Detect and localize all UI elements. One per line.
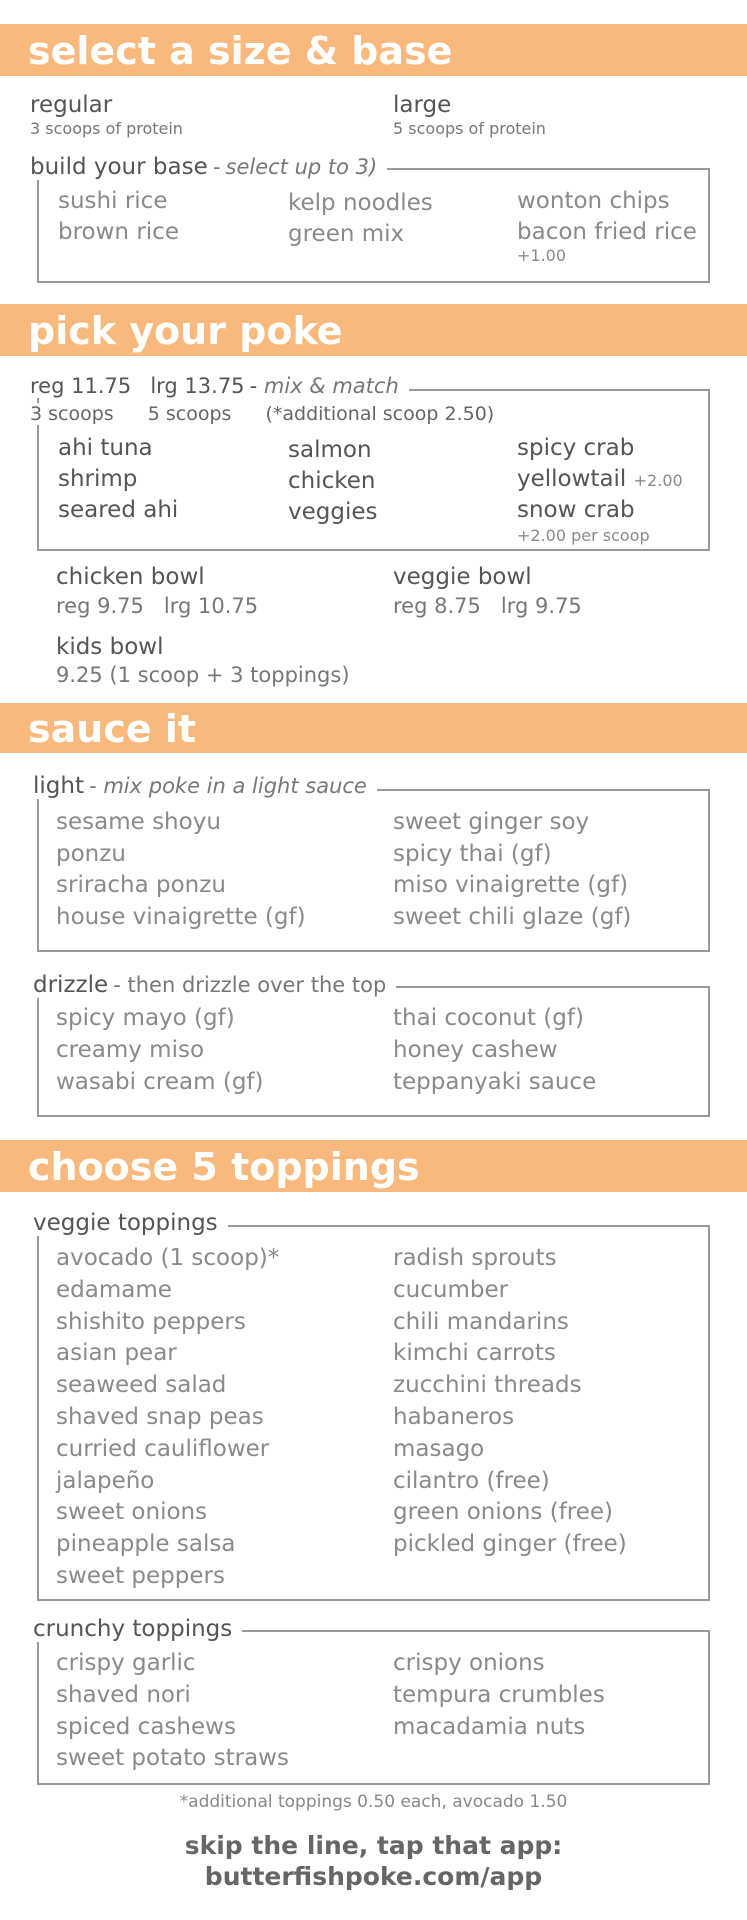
- topping-item: cilantro (free): [393, 1467, 550, 1494]
- base-note: select up to 3): [225, 155, 378, 179]
- poke-lrg-scoops: 5 scoops: [147, 403, 232, 425]
- base-label: build your base - select up to 3): [30, 154, 387, 180]
- topping-item: chili mandarins: [393, 1308, 569, 1335]
- light-label: light - mix poke in a light sauce: [33, 773, 377, 799]
- section-title: sauce it: [28, 707, 197, 751]
- topping-item: masago: [393, 1435, 485, 1462]
- protein-item: salmon: [288, 437, 372, 463]
- protein-item: snow crab: [517, 497, 635, 523]
- light-sauce: sriracha ponzu: [56, 872, 226, 898]
- section-header-poke: [0, 304, 747, 356]
- snow-crab-price: +2.00 per scoop: [517, 526, 650, 545]
- chicken-bowl-price: reg 9.75 lrg 10.75: [56, 594, 259, 618]
- poke-mix-note: mix & match: [263, 374, 399, 398]
- drizzle-sauce: wasabi cream (gf): [56, 1069, 264, 1095]
- size-regular: regular: [30, 92, 113, 118]
- protein-item: veggies: [288, 499, 378, 525]
- protein-item: spicy crab: [517, 435, 635, 461]
- protein-item: chicken: [288, 468, 376, 494]
- size-large-desc: 5 scoops of protein: [393, 119, 546, 138]
- base-item: kelp noodles: [288, 190, 433, 216]
- base-item: wonton chips: [517, 188, 670, 214]
- topping-item: sweet onions: [56, 1499, 208, 1526]
- kids-bowl-name: kids bowl: [56, 634, 164, 660]
- topping-item: shishito peppers: [56, 1308, 246, 1335]
- light-sauce: spicy thai (gf): [393, 841, 552, 867]
- light-sauce: house vinaigrette (gf): [56, 904, 306, 930]
- bowl-name: chicken bowl: [56, 564, 205, 590]
- protein-item: shrimp: [58, 466, 138, 492]
- topping-item: spiced cashews: [56, 1713, 236, 1740]
- topping-item: zucchini threads: [393, 1372, 582, 1399]
- base-title: build your base: [30, 154, 208, 180]
- section-header-size: [0, 24, 747, 76]
- topping-item: habaneros: [393, 1404, 515, 1430]
- drizzle-title: drizzle: [33, 972, 109, 998]
- topping-item: crispy garlic: [56, 1650, 196, 1676]
- topping-item: radish sprouts: [393, 1245, 557, 1271]
- poke-additional: (*additional scoop 2.50): [265, 403, 495, 425]
- kids-bowl-price: 9.25 (1 scoop + 3 toppings): [56, 663, 350, 687]
- poke-lrg-price: lrg 13.75: [150, 374, 245, 398]
- size-regular-desc: 3 scoops of protein: [30, 119, 183, 138]
- topping-item: pineapple salsa: [56, 1531, 236, 1558]
- light-title: light: [33, 773, 84, 799]
- topping-item: cucumber: [393, 1276, 509, 1303]
- topping-item: sweet peppers: [56, 1563, 225, 1589]
- light-sauce: miso vinaigrette (gf): [393, 872, 629, 898]
- topping-item: crispy onions: [393, 1650, 545, 1676]
- poke-reg-scoops: 3 scoops: [30, 403, 114, 425]
- topping-item: avocado (1 scoop)*: [56, 1245, 280, 1271]
- light-note: mix poke in a light sauce: [103, 774, 367, 798]
- base-item: bacon fried rice: [517, 219, 697, 245]
- poke-scoops: [30, 403, 504, 425]
- topping-item: jalapeño: [56, 1467, 155, 1494]
- section-title: pick your poke: [28, 309, 343, 353]
- topping-item: asian pear: [56, 1340, 177, 1367]
- light-sauce: ponzu: [56, 841, 126, 867]
- crunchy-title: crunchy toppings: [33, 1616, 242, 1642]
- section-title: select a size & base: [28, 29, 453, 73]
- veggie-bowl-price: reg 8.75 lrg 9.75: [393, 594, 582, 618]
- topping-item: seaweed salad: [56, 1372, 227, 1399]
- poke-label: reg 11.75 lrg 13.75 - mix & match: [30, 374, 409, 398]
- topping-item: sweet potato straws: [56, 1745, 289, 1772]
- veggie-title: veggie toppings: [33, 1210, 228, 1236]
- protein-item: seared ahi: [58, 497, 179, 523]
- drizzle-sauce: honey cashew: [393, 1037, 558, 1063]
- topping-item: pickled ginger (free): [393, 1531, 627, 1558]
- topping-item: kimchi carrots: [393, 1340, 556, 1367]
- size-large: large: [393, 92, 452, 118]
- protein-item: ahi tuna: [58, 435, 153, 461]
- base-item: green mix: [288, 221, 405, 247]
- bowl-name: veggie bowl: [393, 564, 532, 590]
- light-sauce: sweet ginger soy: [393, 809, 590, 835]
- section-header-sauce: [0, 703, 747, 753]
- drizzle-sauce: spicy mayo (gf): [56, 1005, 235, 1031]
- light-sauce: sweet chili glaze (gf): [393, 904, 632, 930]
- topping-item: shaved snap peas: [56, 1404, 264, 1430]
- drizzle-sauce: thai coconut (gf): [393, 1005, 584, 1031]
- drizzle-label: drizzle - then drizzle over the top: [33, 972, 396, 998]
- topping-item: tempura crumbles: [393, 1681, 605, 1708]
- base-item: brown rice: [58, 219, 179, 245]
- drizzle-sauce: teppanyaki sauce: [393, 1069, 597, 1095]
- base-extra-price: +1.00: [517, 246, 567, 265]
- topping-item: green onions (free): [393, 1499, 614, 1526]
- base-item: sushi rice: [58, 188, 168, 214]
- drizzle-sauce: creamy miso: [56, 1037, 205, 1063]
- footer-note: *additional toppings 0.50 each, avocado 1.50: [179, 1792, 568, 1812]
- topping-item: shaved nori: [56, 1681, 191, 1708]
- topping-item: macadamia nuts: [393, 1713, 586, 1740]
- app-link[interactable]: butterfishpoke.com/app: [204, 1862, 543, 1891]
- section-header-toppings: [0, 1140, 747, 1192]
- section-title: choose 5 toppings: [28, 1145, 420, 1189]
- app-line-1: skip the line, tap that app:: [184, 1831, 563, 1860]
- protein-item: yellowtail +2.00: [517, 466, 683, 492]
- yellowtail-price: +2.00: [633, 471, 683, 490]
- poke-reg-price: reg 11.75: [30, 374, 132, 398]
- drizzle-note: then drizzle over the top: [127, 973, 387, 997]
- topping-item: curried cauliflower: [56, 1435, 270, 1462]
- light-sauce: sesame shoyu: [56, 809, 221, 835]
- topping-item: edamame: [56, 1276, 172, 1303]
